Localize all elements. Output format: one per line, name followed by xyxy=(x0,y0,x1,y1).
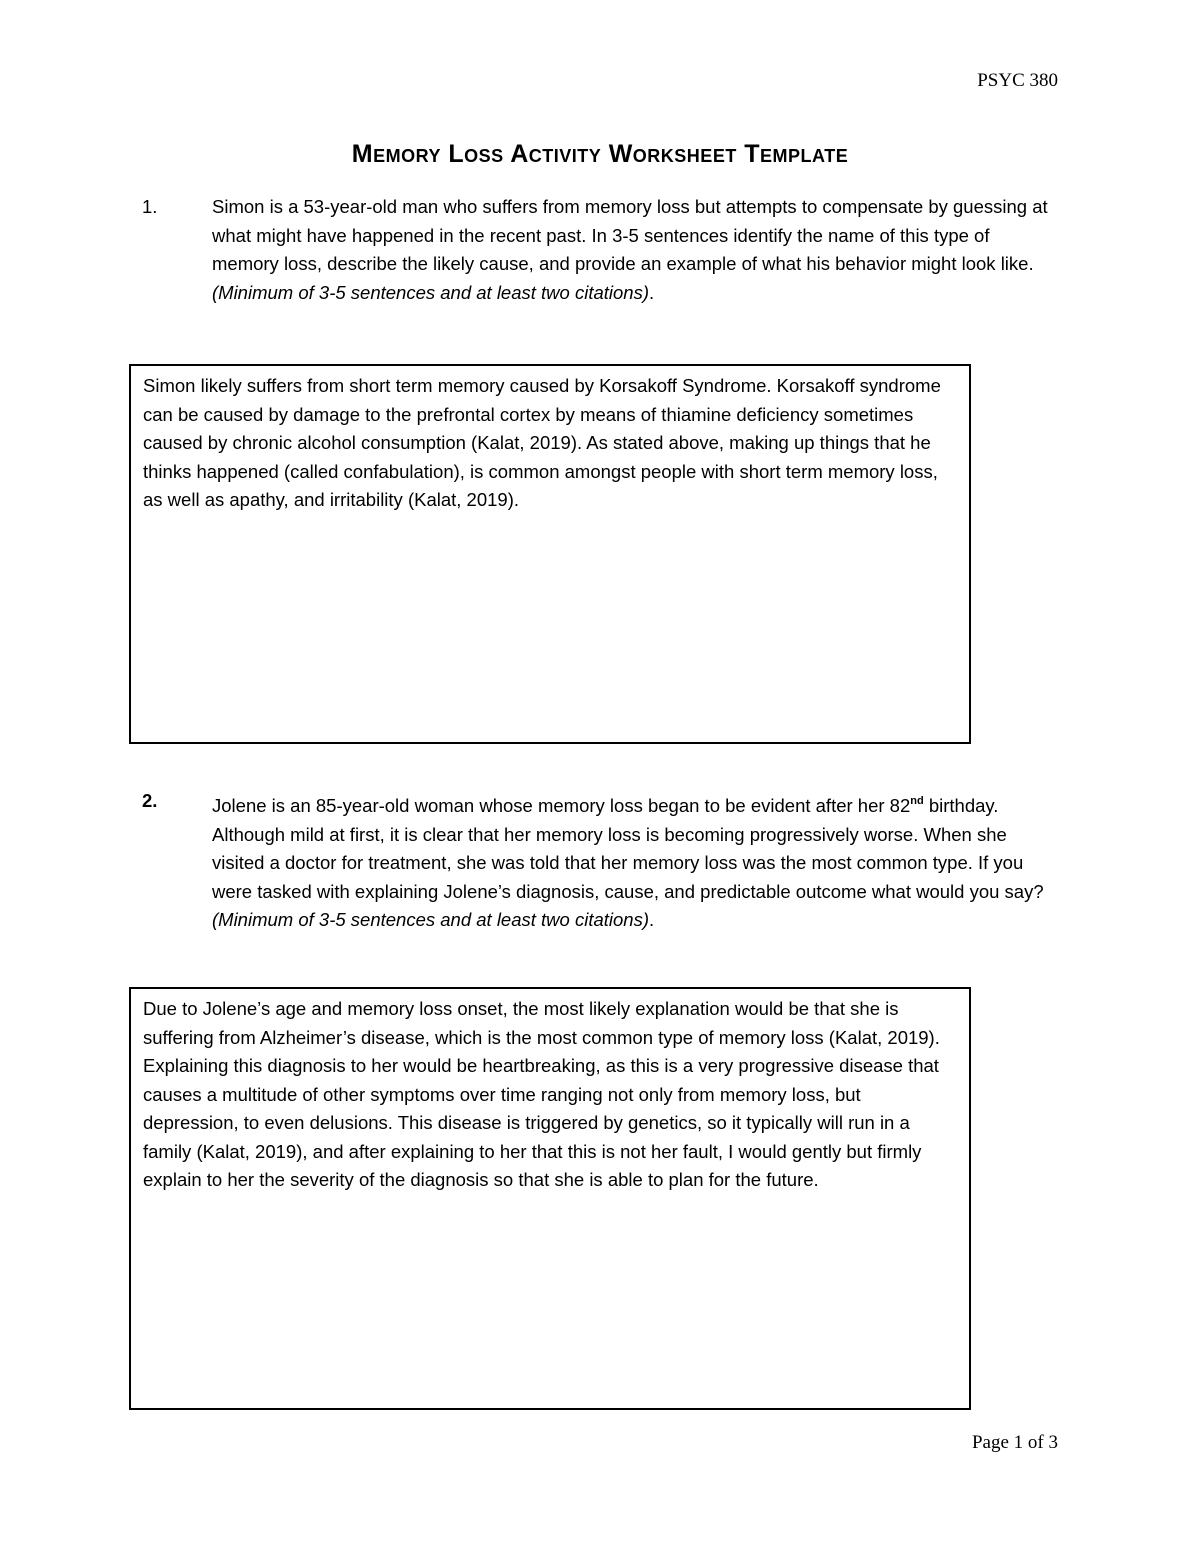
question-2-prompt-part1: Jolene is an 85-year-old woman whose memory loss began to be evident after her 82 xyxy=(212,795,911,816)
question-2-superscript: nd xyxy=(910,795,924,807)
question-1-number: 1. xyxy=(142,196,158,217)
worksheet-title: Memory Loss Activity Worksheet Template xyxy=(351,140,849,168)
question-2-number: 2. xyxy=(142,790,158,811)
question-1 xyxy=(142,193,1062,307)
course-code: PSYC 380 xyxy=(977,70,1058,91)
answer-box-2[interactable]: Due to Jolene’s age and memory loss onset, the most likely explanation would be that she is suffering from Alzheimer’s disease, which is the most common type of memory loss (Kalat, 2019). Explaining this diagnosis to her would be heartbreaking, as this is a very progressive disease that causes a multitude of other symptoms over time ranging not only from memory loss, but depression, to even delusions. This disease is triggered by genetics, so it typically will run in a family (Kalat, 2019), and after explaining to her that this is not her fault, I would gently but firmly explain to her the severity of the diagnosis so that she is able to plan for the future. xyxy=(129,987,971,1410)
question-1-requirement: (Minimum of 3-5 sentences and at least two citations) xyxy=(212,281,649,303)
question-1-period: . xyxy=(649,281,655,303)
question-2 xyxy=(142,787,1062,935)
page-number: Page 1 of 3 xyxy=(971,1432,1058,1453)
question-2-period: . xyxy=(649,909,655,930)
question-2-text xyxy=(212,787,1057,935)
answer-box-1[interactable]: Simon likely suffers from short term memory caused by Korsakoff Syndrome. Korsakoff syndrome can be caused by damage to the prefrontal cortex by means of thiamine deficiency sometimes caused by chronic alcohol consumption (Kalat, 2019). As stated above, making up things that he thinks happened (called confabulation), is common amongst people with short term memory loss, as well as apathy, and irritability (Kalat, 2019). xyxy=(129,364,971,744)
question-2-requirement: (Minimum of 3-5 sentences and at least two citations) xyxy=(212,909,649,930)
question-2-prompt-part2: birthday. Although mild at first, it is clear that her memory loss is becoming progressively worse. When she visited a doctor for treatment, she was told that her memory loss was the most common type. If you were tasked with explaining Jolene’s diagnosis, cause, and predictable outcome what would you say? xyxy=(212,795,1044,902)
question-1-text xyxy=(212,193,1057,307)
question-1-prompt: Simon is a 53-year-old man who suffers from memory loss but attempts to compensate by guessing at what might have happened in the recent past. In 3-5 sentences identify the name of this type of memory loss, describe the likely cause, and provide an example of what his behavior might look like. xyxy=(212,196,1048,274)
